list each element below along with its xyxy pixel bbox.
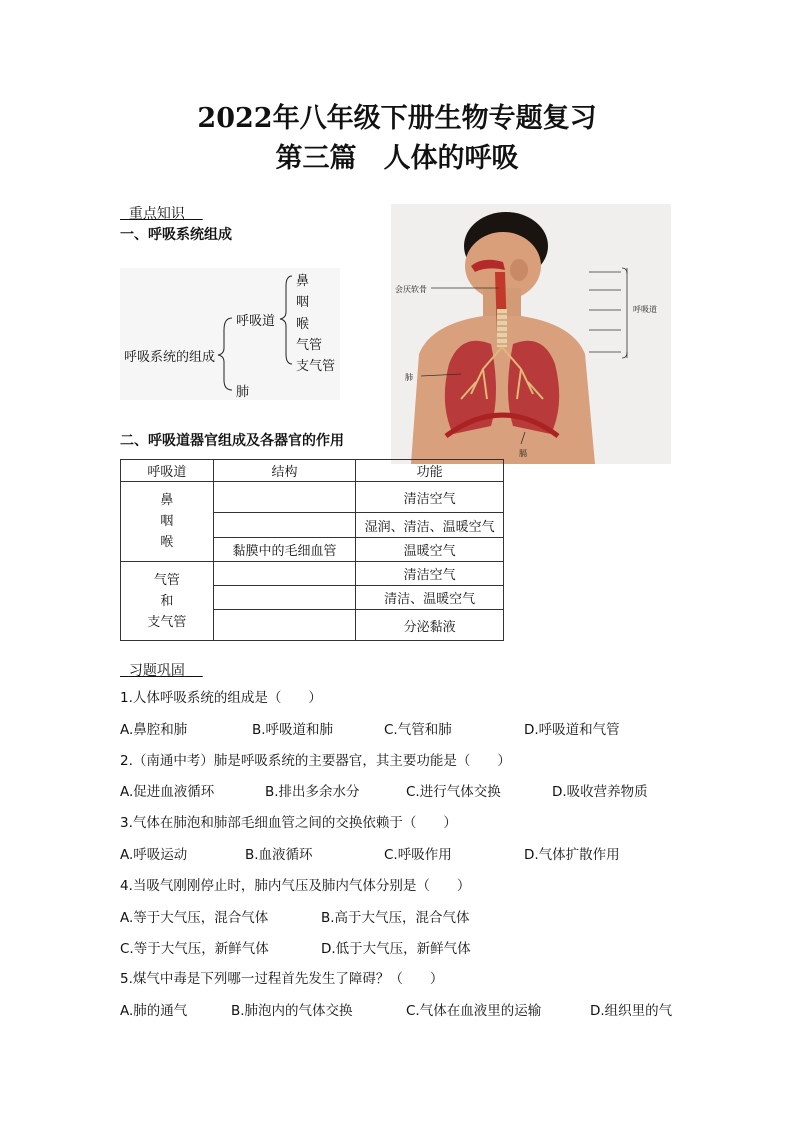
option: B.排出多余水分: [265, 784, 360, 800]
option: C.等于大气压，新鲜气体: [120, 941, 269, 957]
structure-cell: 黏膜中的毛细血管: [213, 538, 356, 562]
airway-organs-table: [120, 459, 504, 641]
header-airway: 呼吸道: [121, 460, 214, 482]
label-lung: 肺: [405, 373, 413, 382]
section-key-knowledge: 重点知识: [128, 206, 185, 222]
composition-braces: [120, 268, 340, 400]
structure-cell: [213, 482, 356, 513]
organ-trachea: 气管: [296, 338, 323, 353]
question-4-options-row2: [0, 937, 794, 957]
label-airway: 呼吸道: [633, 305, 657, 314]
question-1-options: [0, 718, 794, 738]
option: D.组织里的气: [590, 1003, 673, 1019]
question-2-options: [0, 780, 794, 800]
option: C.气管和肺: [384, 722, 452, 738]
heading-composition: 一、呼吸系统组成: [120, 227, 232, 243]
organ-pharynx: 咽: [296, 295, 310, 310]
composition-branch-airway: 呼吸道: [236, 314, 276, 329]
option: D.低于大气压，新鲜气体: [321, 941, 471, 957]
organ-nose: 鼻: [296, 274, 310, 289]
function-cell: 清洁、温暖空气: [356, 586, 504, 610]
function-cell: 分泌黏液: [356, 610, 504, 641]
option: B.呼吸道和肺: [252, 722, 334, 738]
option: A.呼吸运动: [120, 847, 188, 863]
option: B.高于大气压，混合气体: [321, 910, 470, 926]
heading-airway-organs: 二、呼吸道器官组成及各器官的作用: [120, 433, 344, 449]
table-row: [121, 562, 504, 586]
structure-cell: [213, 562, 356, 586]
question-2: 2.（南通中考）肺是呼吸系统的主要器官，其主要功能是（ ）: [120, 753, 511, 769]
organ-bronchi: 支气管: [296, 359, 336, 374]
option: A.鼻腔和肺: [120, 722, 188, 738]
function-cell: 湿润、清洁、温暖空气: [356, 513, 504, 538]
header-structure: 结构: [213, 460, 356, 482]
option: A.肺的通气: [120, 1003, 188, 1019]
option: C.气体在血液里的运输: [406, 1003, 542, 1019]
option: D.呼吸道和气管: [524, 722, 620, 738]
function-cell: 清洁空气: [356, 562, 504, 586]
question-4: 4.当吸气刚刚停止时，肺内气压及肺内气体分别是（ ）: [120, 878, 471, 894]
function-cell: 清洁空气: [356, 482, 504, 513]
question-4-options-row1: [0, 906, 794, 926]
function-cell: 温暖空气: [356, 538, 504, 562]
respiratory-system-figure: [391, 204, 671, 464]
label-diaphragm: 膈: [519, 449, 527, 458]
human-anatomy-illustration: [391, 204, 671, 464]
question-3: 3.气体在肺泡和肺部毛细血管之间的交换依赖于（ ）: [120, 815, 457, 831]
question-5: 5.煤气中毒是下列哪一过程首先发生了障碍？（ ）: [120, 971, 444, 987]
question-3-options: [0, 843, 794, 863]
page-title: 2022年八年级下册生物专题复习: [197, 103, 597, 134]
group-nose-pharynx-larynx: 鼻 咽 喉: [121, 482, 214, 562]
option: D.气体扩散作用: [524, 847, 620, 863]
option: D.吸收营养物质: [552, 784, 648, 800]
structure-cell: [213, 610, 356, 641]
option: B.肺泡内的气体交换: [231, 1003, 353, 1019]
page-subtitle: 第三篇 人体的呼吸: [275, 143, 519, 174]
header-function: 功能: [356, 460, 504, 482]
section-exercise: 习题巩固: [128, 663, 185, 679]
structure-cell: [213, 586, 356, 610]
option: B.血液循环: [245, 847, 313, 863]
question-5-options: [0, 999, 794, 1019]
table-header-row: [121, 460, 504, 482]
table-row: [121, 482, 504, 513]
composition-diagram: [120, 268, 340, 400]
organ-larynx: 喉: [296, 317, 310, 332]
label-epiglottis: 会厌软骨: [395, 285, 427, 294]
structure-cell: [213, 513, 356, 538]
option: A.促进血液循环: [120, 784, 215, 800]
composition-root: 呼吸系统的组成: [124, 350, 216, 365]
composition-branch-lung: 肺: [236, 385, 250, 400]
option: C.呼吸作用: [384, 847, 452, 863]
group-trachea-bronchi: 气管 和 支气管: [121, 562, 214, 641]
question-1: 1.人体呼吸系统的组成是（ ）: [120, 690, 322, 706]
option: A.等于大气压，混合气体: [120, 910, 269, 926]
option: C.进行气体交换: [406, 784, 501, 800]
